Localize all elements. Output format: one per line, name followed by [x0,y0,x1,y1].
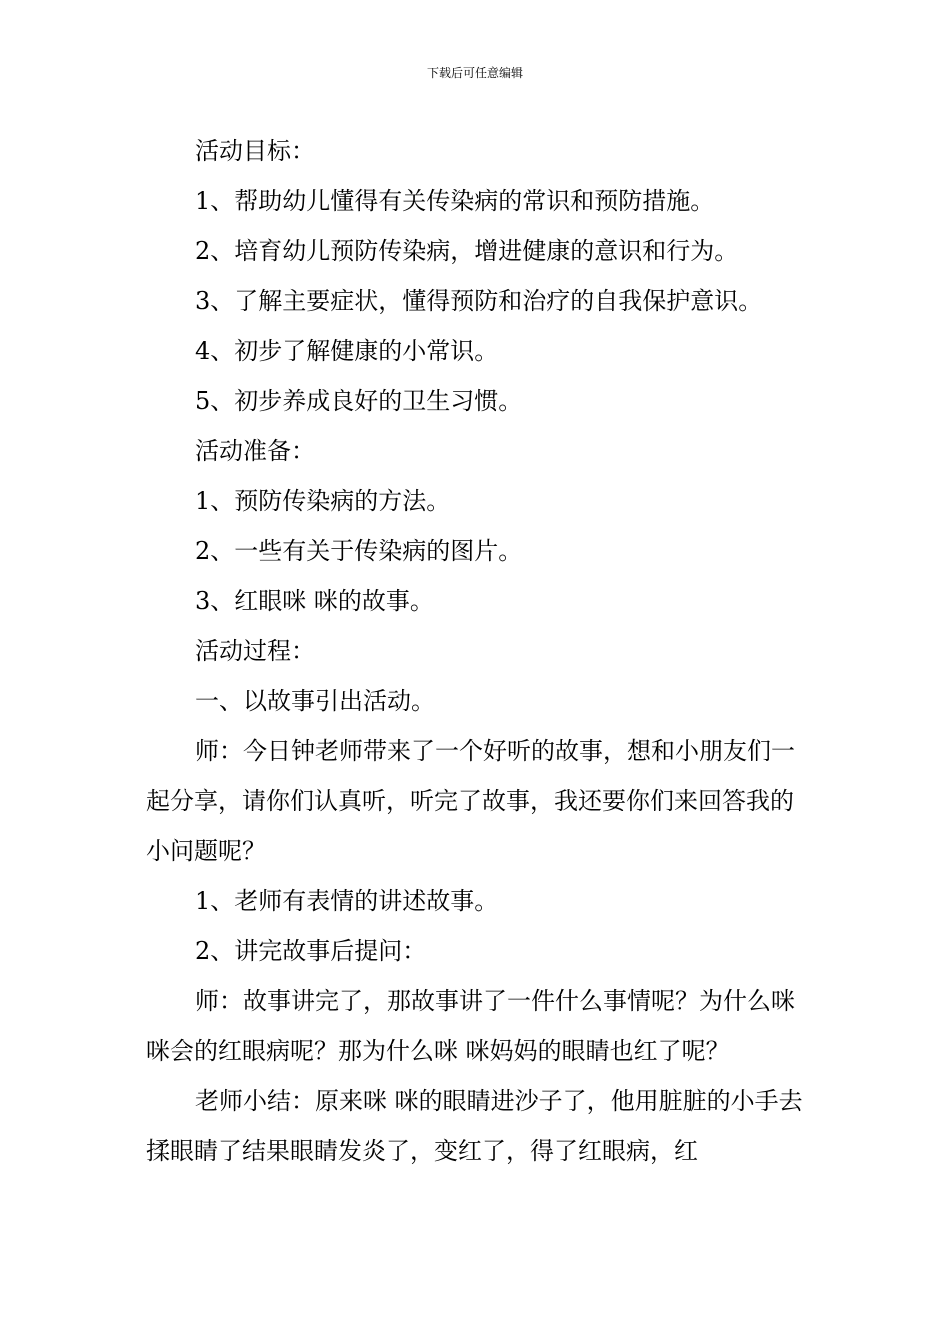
heading-activity-process: 活动过程： [195,637,315,665]
document-body [146,126,806,1176]
teacher-summary-paragraph: 老师小结：原来咪 咪的眼睛进沙子了，他用脏脏的小手去揉眼睛了结果眼睛发炎了，变红了，得了红眼病，红 [146,1087,803,1165]
process-substep-2: 2、讲完故事后提问： [195,937,427,965]
goal-item-2: 2、培育幼儿预防传染病，增进健康的意识和行为。 [195,237,739,265]
preparation-item-2: 2、一些有关于传染病的图片。 [195,537,523,565]
page-header-note: 下载后可任意编辑 [426,66,523,80]
teacher-intro-paragraph: 师：今日钟老师带来了一个好听的故事，想和小朋友们一起分享，请你们认真听，听完了故事，我还要你们来回答我的小问题呢？ [146,737,795,865]
heading-activity-goals: 活动目标： [195,137,315,165]
preparation-item-1: 1、预防传染病的方法。 [195,487,451,515]
goal-item-5: 5、初步养成良好的卫生习惯。 [195,387,523,415]
process-substep-1: 1、老师有表情的讲述故事。 [195,887,499,915]
preparation-item-3: 3、红眼咪 咪的故事。 [195,587,434,615]
goal-item-4: 4、初步了解健康的小常识。 [195,337,499,365]
teacher-questions-paragraph: 师：故事讲完了，那故事讲了一件什么事情呢？为什么咪 咪会的红眼病呢？那为什么咪 咪妈妈的眼睛也红了呢？ [146,987,795,1065]
process-step-1: 一、以故事引出活动。 [195,687,435,715]
heading-activity-preparation: 活动准备： [195,437,315,465]
goal-item-3: 3、了解主要症状，懂得预防和治疗的自我保护意识。 [195,287,763,315]
goal-item-1: 1、帮助幼儿懂得有关传染病的常识和预防措施。 [195,187,715,215]
